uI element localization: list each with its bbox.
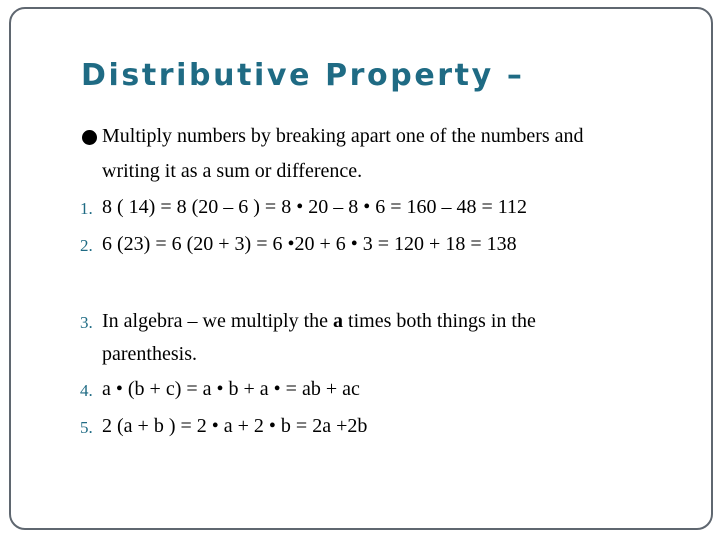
list-item-2-text: 6 (23) = 6 (20 + 3) = 6 •20 + 6 • 3 = 120 + 18 = 138 [102,233,517,255]
list-item-3-text [102,310,536,333]
list-item-5-number: 5. [80,418,93,437]
list-item-3-text-line-2: parenthesis. [102,343,197,365]
slide-title: Distributive Property – [81,58,525,93]
list-item-4-text: a • (b + c) = a • b + a • = ab + ac [102,378,360,400]
list-item-3-text-pre: In algebra – we multiply the [102,310,334,332]
list-item-2-number: 2. [80,236,93,255]
list-item-3-text-post: times both things in the [343,310,536,332]
list-item-1-number: 1. [80,199,93,218]
list-item-3-number: 3. [80,313,93,332]
list-item-4-number: 4. [80,381,93,400]
bullet-dot-icon [82,130,97,145]
list-item-3-text-bold: a [333,310,344,332]
bullet-text-line-2: writing it as a sum or difference. [102,160,363,182]
list-item-1-text: 8 ( 14) = 8 (20 – 6 ) = 8 • 20 – 8 • 6 = 160 – 48 = 112 [102,196,528,218]
bullet-text-line-1: Multiply numbers by breaking apart one of the numbers and [102,125,584,147]
list-item-5-text: 2 (a + b ) = 2 • a + 2 • b = 2a +2b [102,415,368,437]
